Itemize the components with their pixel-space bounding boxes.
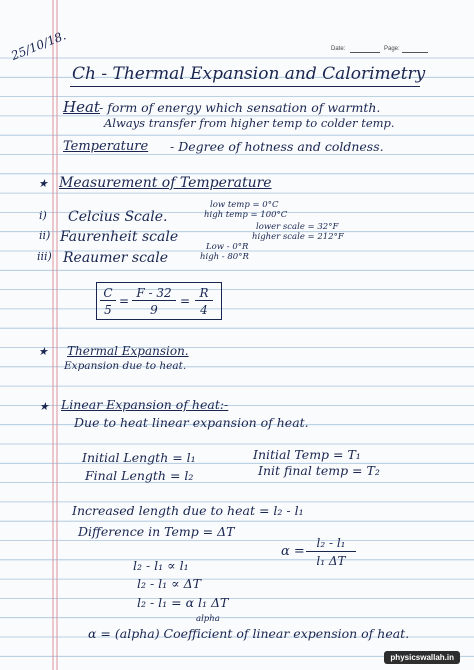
star-bullet: ★ (39, 400, 49, 413)
heat-def-line2: Always transfer from higher temp to colder temp. (104, 116, 395, 130)
title-underline (70, 86, 420, 87)
star-bullet: ★ (38, 177, 48, 190)
scale-num: iii) (37, 250, 52, 263)
chapter-title: Ch - Thermal Expansion and Calorimetry (72, 64, 426, 84)
relation-proportional-temp: l₂ - l₁ ∝ ΔT (137, 576, 201, 591)
frac-bar (100, 300, 116, 301)
thermal-expansion-heading: Thermal Expansion. (67, 344, 189, 358)
frac-bar (132, 300, 176, 301)
scale-high: higher scale = 212°F (252, 232, 344, 242)
formula-f-den: 9 (150, 303, 158, 317)
alpha-numerator: l₂ - l₁ (316, 536, 346, 550)
alpha-definition: α = (alpha) Coefficient of linear expension of heat. (88, 626, 410, 641)
thermal-expansion-def: Expansion due to heat. (64, 360, 187, 372)
scale-num: i) (39, 209, 47, 222)
formula-f-num: F - 32 (136, 286, 172, 300)
formula-r-den: 4 (200, 303, 208, 317)
date-label: Date: (331, 46, 346, 52)
initial-length: Initial Length = l₁ (82, 450, 196, 465)
relation-equation: l₂ - l₁ = α l₁ ΔT (137, 595, 229, 610)
scale-name: Celcius Scale. (68, 209, 168, 225)
scale-low: lower scale = 32°F (256, 222, 339, 232)
watermark: physicswallah.in (384, 651, 460, 664)
scale-name: Reaumer scale (63, 250, 169, 266)
scale-high: high - 80°R (200, 252, 249, 262)
formula-c-num: C (103, 286, 113, 300)
formula-equals: = (118, 294, 130, 308)
scale-num: ii) (39, 229, 51, 242)
temperature-term: Temperature (63, 139, 149, 154)
scale-name: Faurenheit scale (60, 229, 179, 245)
alpha-lhs: α = (281, 544, 305, 559)
linear-expansion-intro: Due to heat linear expansion of heat. (74, 415, 309, 430)
final-temp: Init final temp = T₂ (258, 463, 380, 478)
conversion-formula-box (96, 282, 222, 320)
date-blank (350, 52, 380, 53)
formula-c-den: 5 (104, 303, 112, 317)
scale-low: Low - 0°R (206, 242, 249, 252)
scale-low: low temp = 0°C (210, 200, 279, 210)
handwritten-date: 25/10/18. (9, 28, 68, 63)
formula-r-num: R (199, 286, 209, 300)
alpha-note: alpha (196, 614, 220, 624)
difference-temp: Difference in Temp = ΔT (78, 524, 235, 539)
star-bullet: ★ (38, 345, 48, 358)
frac-bar (306, 551, 356, 552)
temperature-def: - Degree of hotness and coldness. (170, 139, 384, 154)
linear-expansion-heading: Linear Expansion of heat:- (61, 397, 229, 412)
measurement-heading: Measurement of Temperature (59, 175, 272, 191)
formula-equals: = (179, 294, 191, 308)
page-blank (402, 52, 428, 53)
frac-bar (195, 300, 213, 301)
initial-temp: Initial Temp = T₁ (253, 447, 361, 462)
relation-proportional-length: l₂ - l₁ ∝ l₁ (133, 558, 189, 573)
increased-length: Increased length due to heat = l₂ - l₁ (72, 503, 304, 518)
heat-def-line1: - form of energy which sensation of warmth. (99, 100, 381, 115)
page-label: Page: (384, 46, 400, 52)
scale-high: high temp = 100°C (204, 210, 288, 220)
heat-term: Heat (63, 98, 100, 116)
final-length: Final Length = l₂ (85, 468, 194, 483)
alpha-denominator: l₁ ΔT (316, 554, 346, 568)
